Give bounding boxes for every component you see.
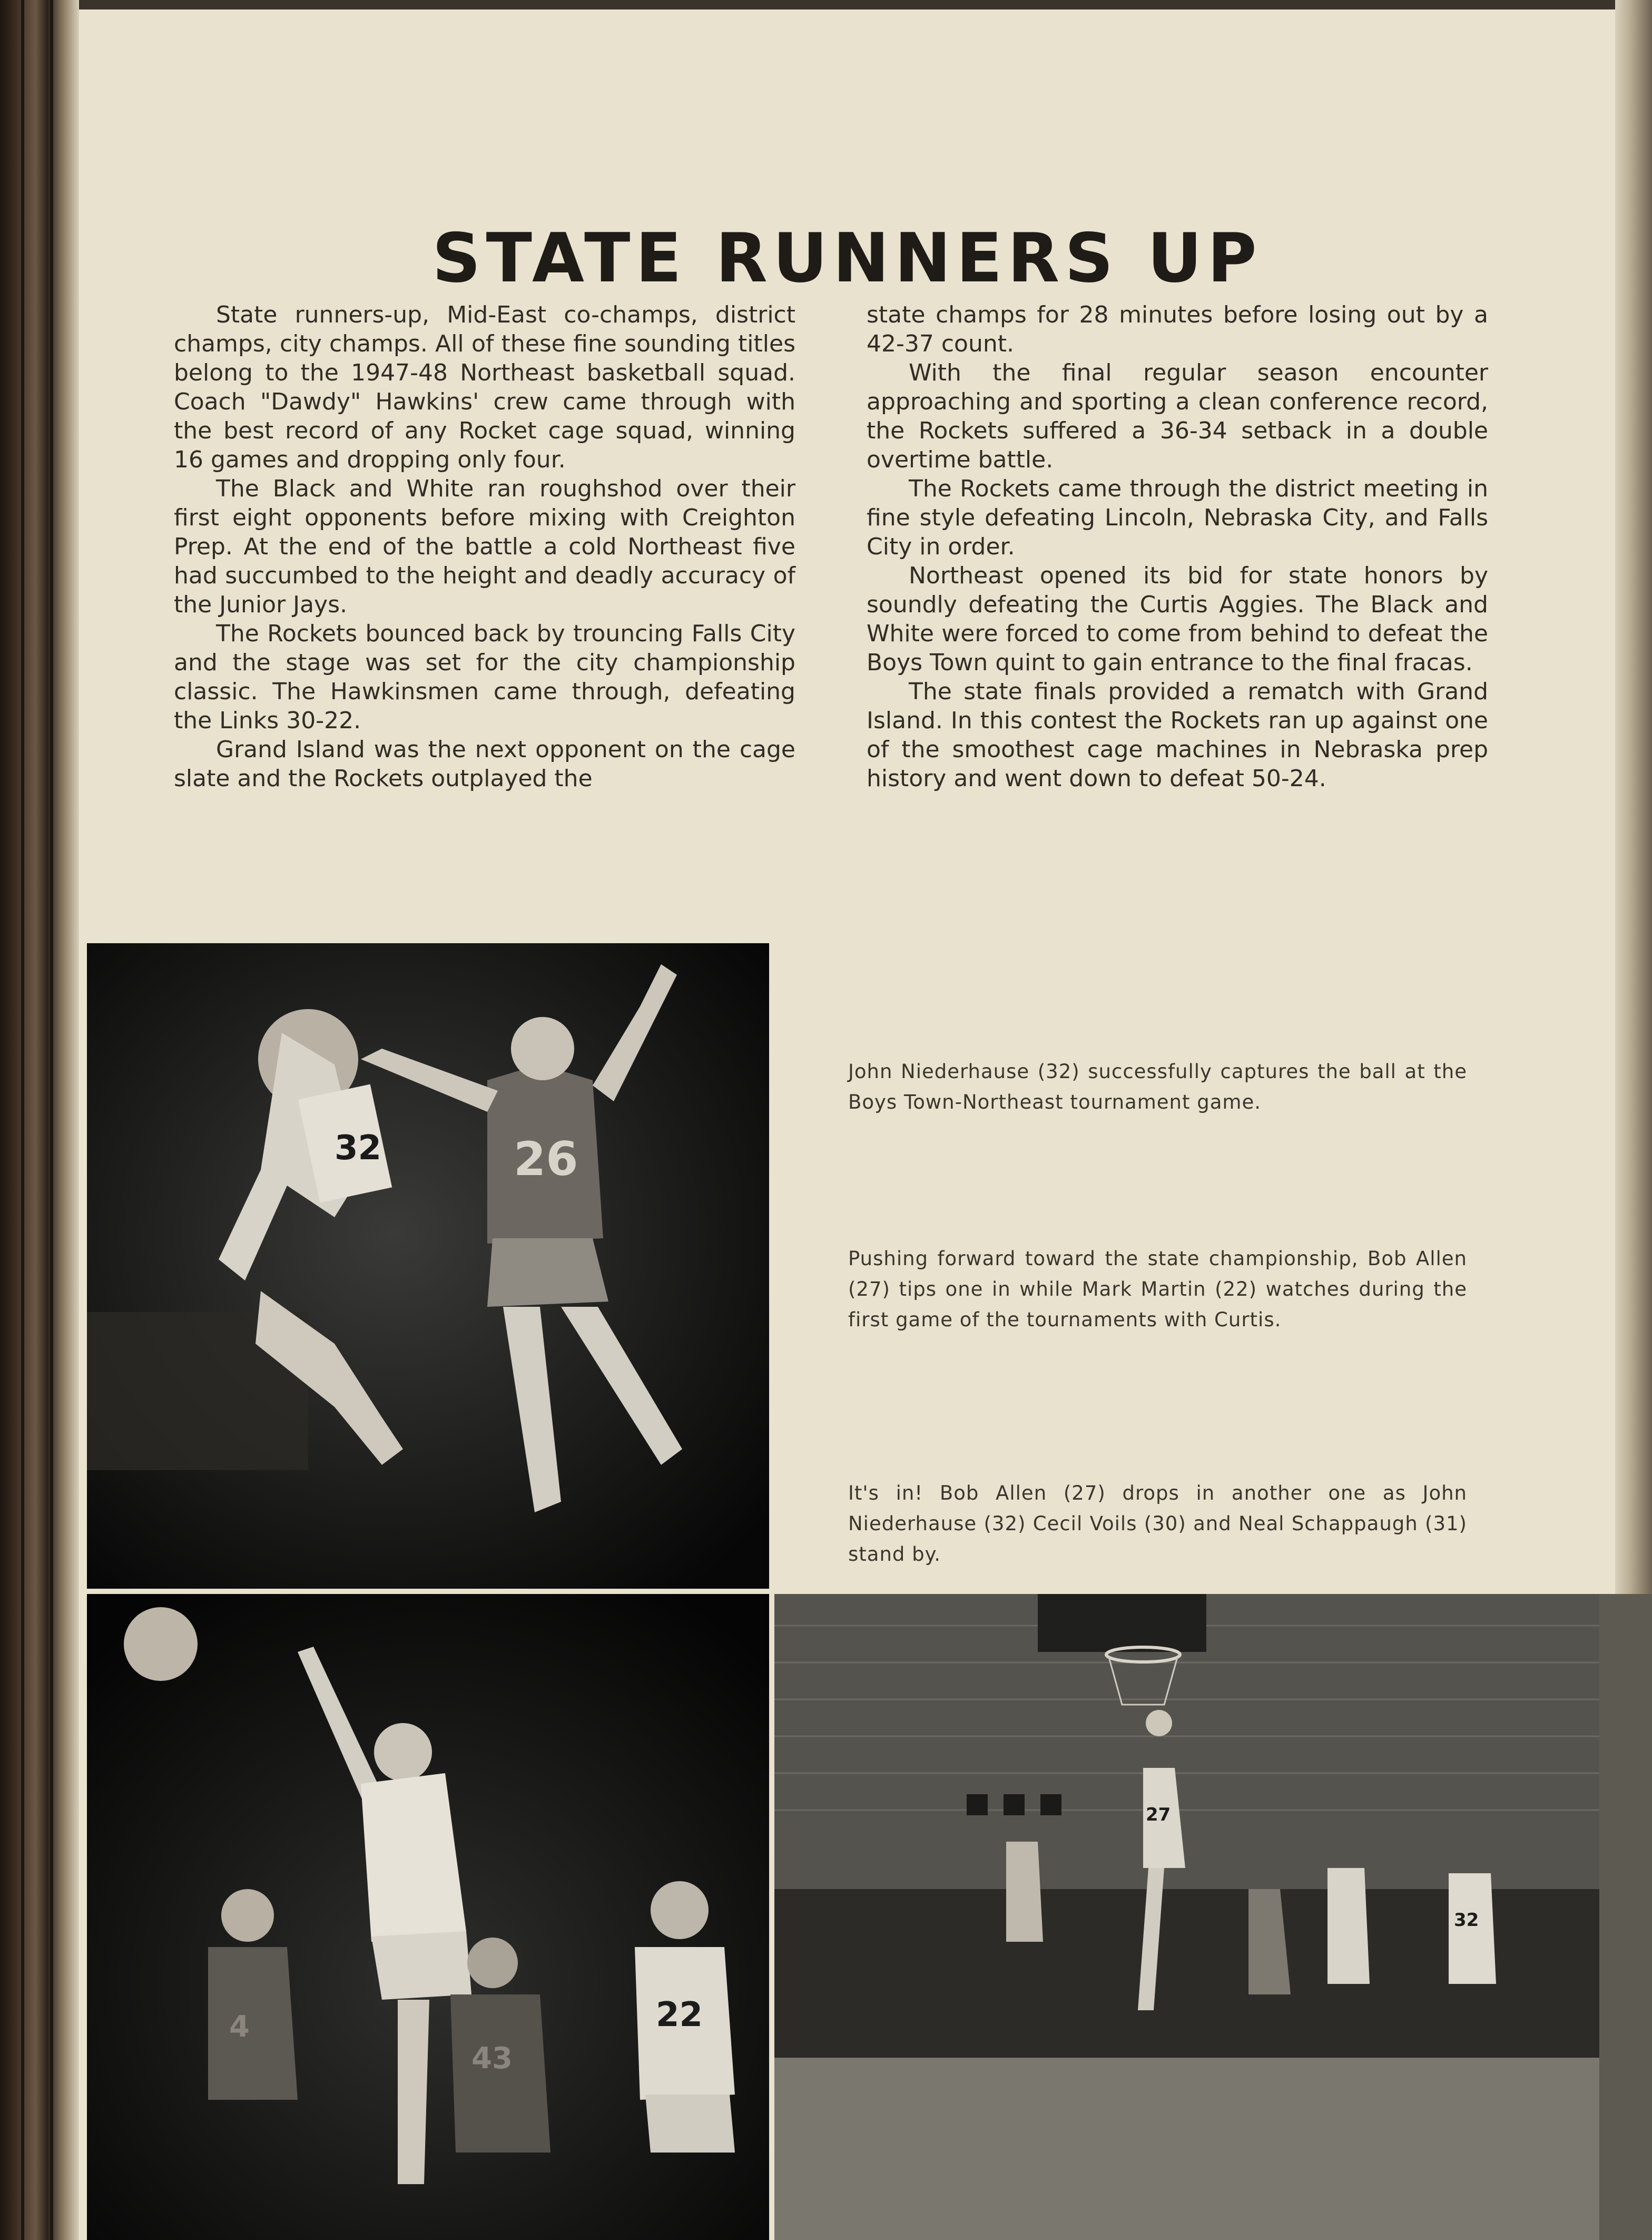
jersey-number: 32	[335, 1129, 382, 1168]
binding-edge	[50, 0, 53, 2240]
article-paragraph: state champs for 28 minutes before losing out by a 42-37 count.	[867, 301, 1488, 357]
photo-tip-in-graphic	[87, 1594, 769, 2240]
photo-caption: It's in! Bob Allen (27) drops in another one as John Niederhause (32) Cecil Voils (30) and Neal Schappaugh (31) stand by.	[848, 1482, 1467, 1566]
photo-gym-shot-graphic	[774, 1594, 1652, 2240]
article-column-right	[867, 300, 1488, 793]
article-column-left	[174, 300, 795, 793]
jersey-number: 22	[656, 1996, 703, 2034]
page-top-edge	[79, 0, 1652, 9]
photo-caption: John Niederhause (32) successfully captures the ball at the Boys Town-Northeast tournament game.	[848, 1060, 1467, 1113]
jersey-number: 26	[514, 1132, 578, 1186]
jersey-number: 43	[471, 2041, 513, 2076]
photo-rebound-graphic	[87, 943, 769, 1589]
article-paragraph: Northeast opened its bid for state honors by soundly defeating the Curtis Aggies. The Black and White were forced to come from behind to defeat the Boys Town quint to gain entrance to the final fracas.	[867, 562, 1488, 676]
article-paragraph: The Rockets came through the district meeting in fine style defeating Lincoln, Nebraska City, and Falls City in order.	[867, 475, 1488, 560]
jersey-number: 27	[1146, 1804, 1171, 1825]
book-binding	[0, 0, 79, 2240]
photo-gym-shot	[774, 1594, 1652, 2240]
jersey-number: 4	[229, 2010, 250, 2044]
photo-tip-in	[87, 1594, 769, 2240]
page-title: STATE RUNNERS UP	[432, 219, 1262, 298]
photo-rebound	[87, 943, 769, 1589]
article-paragraph: The Black and White ran roughshod over their first eight opponents before mixing with Creighton Prep. At the end of the battle a cold Northeast five had succumbed to the height and deadly accuracy of the Junior Jays.	[174, 475, 795, 618]
jersey-number: 32	[1454, 1910, 1479, 1931]
article-paragraph: State runners-up, Mid-East co-champs, district champs, city champs. All of these fine sounding titles belong to the 1947-48 Northeast basketball squad. Coach "Dawdy" Hawkins' crew came through with the best record of any Rocket cage squad, winning 16 games and dropping only four.	[174, 301, 795, 473]
binding-edge	[21, 0, 24, 2240]
article-paragraph: Grand Island was the next opponent on the cage slate and the Rockets outplayed the	[174, 736, 795, 792]
photo-caption: Pushing forward toward the state championship, Bob Allen (27) tips one in while Mark Martin (22) watches during the first game of the tournaments with Curtis.	[848, 1247, 1467, 1331]
article-paragraph: The Rockets bounced back by trouncing Falls City and the stage was set for the city championship classic. The Hawkinsmen came through, defeating the Links 30-22.	[174, 620, 795, 734]
article-paragraph: With the final regular season encounter approaching and sporting a clean conference record, the Rockets suffered a 36-34 setback in a double overtime battle.	[867, 359, 1488, 473]
article-paragraph: The state finals provided a rematch with Grand Island. In this contest the Rockets ran up against one of the smoothest cage machines in Nebraska prep history and went down to defeat 50-24.	[867, 678, 1488, 792]
